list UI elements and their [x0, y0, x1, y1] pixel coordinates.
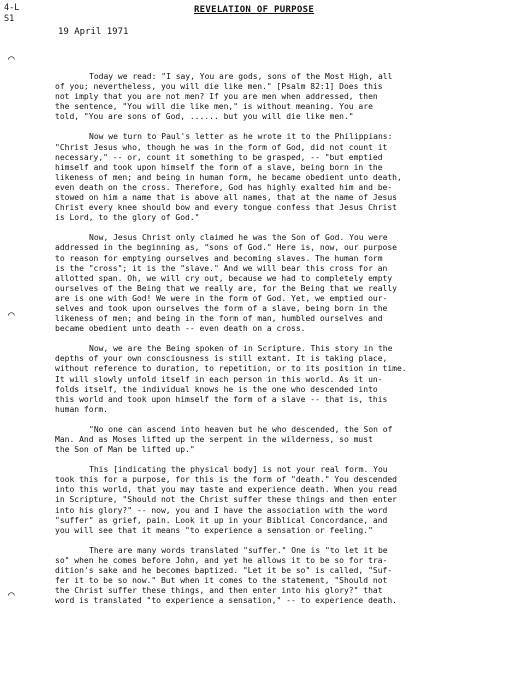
paragraph-line: himself and took upon himself the form of a slave, being born in the	[55, 162, 383, 172]
paragraph-line: Christ every knee should bow and every tongue confess that Jesus Christ	[55, 203, 397, 213]
paragraph-line: to reason for emptying ourselves and becoming slaves. The human form	[55, 253, 383, 263]
paragraph-line: is the "cross"; it is the "slave." And we will bear this cross for an	[55, 263, 388, 273]
paragraph-line: even death on the cross. Therefore, God has highly exalted him and be-	[55, 182, 393, 192]
paragraph	[55, 344, 495, 415]
margin-hole-mark-bottom: ⌒	[8, 588, 15, 601]
paragraph	[55, 546, 495, 607]
paragraph-line: likeness of men; and being in human form, he became obedient unto death,	[55, 172, 402, 182]
paragraph	[55, 233, 495, 334]
paragraph-line: "No one can ascend into heaven but he who descended, the Son of	[89, 424, 393, 434]
paragraph-line: There are many words translated "suffer." One is "to let it be	[89, 545, 388, 555]
margin-hole-mark-top: ⌒	[8, 52, 15, 65]
paragraph-line: told, "You are sons of God, ...... but you will die like men."	[55, 112, 354, 122]
paragraph-line: folds itself, the individual knows he is the one who descended into	[55, 384, 378, 394]
paragraph-line: Man. And as Moses lifted up the serpent in the wilderness, so must	[55, 435, 373, 444]
paragraph-line: is Lord, to the glory of God."	[55, 213, 200, 223]
paragraph-line: the Christ suffer these things, and then enter into his glory?" that	[55, 586, 383, 596]
paragraph-line: into his glory?" -- now, you and I have the association with the word	[55, 505, 388, 515]
paragraph-line: depths of your own consciousness is still extant. It is taking place,	[55, 354, 388, 364]
paragraph-line: Now, we are the Being spoken of in Scripture. This story in the	[89, 344, 393, 354]
paragraph-line: of you; nevertheless, you will die like men." [Psalm 82:1] Does this	[55, 82, 383, 92]
paragraph	[55, 132, 495, 223]
paragraph	[55, 425, 495, 455]
margin-hole-mark-middle: ⌒	[8, 308, 15, 321]
paragraph-line: human form.	[55, 404, 108, 414]
document-body	[55, 72, 495, 616]
paragraph-line: not imply that you are not men? If you are men when addressed, then	[55, 92, 378, 102]
paragraph-line: without reference to duration, to repetition, or to its position in time.	[55, 364, 407, 374]
document-date: 19 April 1971	[58, 27, 129, 37]
paragraph-line: ourselves of the Being that we really are, for the Being that we really	[55, 283, 397, 293]
paragraph-line: likeness of men; and being in the form of man, humbled ourselves and	[55, 314, 383, 324]
paragraph-line: It will slowly unfold itself in each person in this world. As it un-	[55, 374, 383, 384]
paragraph-line: this world and took upon himself the form of a slave -- that is, this	[55, 394, 388, 404]
paragraph-line: in Scripture, "Should not the Christ suffer these things and then enter	[55, 495, 397, 505]
paragraph-line: stowed on him a name that is above all names, that at the name of Jesus	[55, 193, 397, 203]
paragraph-line: you will see that it means "to experience a sensation or feeling."	[55, 525, 373, 535]
paragraph	[55, 465, 495, 536]
margin-code-bottom: S1	[4, 14, 15, 24]
paragraph-line: Now we turn to Paul's letter as he wrote it to the Philippians:	[89, 132, 393, 142]
margin-code-top: 4-L	[4, 3, 20, 13]
paragraph-line: dition's sake and he becomes baptized. "Let it be so" is called, "Suf-	[55, 566, 393, 576]
paragraph-line: into this world, that you may taste and experience death. When you read	[55, 485, 397, 495]
paragraph-line: necessary," -- or, count it something to be grasped, -- "but emptied	[55, 152, 383, 162]
paragraph-line: "Christ Jesus who, though he was in the form of God, did not count it	[55, 142, 388, 152]
paragraph-line: selves and took upon ourselves the form of a slave, being born in the	[55, 303, 388, 313]
paragraph-line: the Son of Man be lifted up."	[55, 445, 195, 455]
paragraph-line: addressed in the beginning as, "sons of God." Here is, now, our purpose	[55, 243, 397, 253]
paragraph-line: the sentence, "You will die like men," is without meaning. You are	[55, 102, 373, 112]
paragraph-line: This [indicating the physical body] is not your real form. You	[89, 465, 388, 475]
paragraph-line: took this for a purpose, for this is the form of "death." You descended	[55, 475, 397, 485]
paragraph-line: fer it to be so now." But when it comes to the statement, "Should not	[55, 576, 388, 586]
document-title: REVELATION OF PURPOSE	[193, 5, 315, 15]
paragraph-line: so" when he comes before John, and yet he allows it to be so for tra-	[55, 555, 388, 565]
paragraph-line: word is translated "to experience a sensation," -- to experience death.	[55, 596, 397, 606]
paragraph-line: "suffer" as grief, pain. Look it up in your Biblical Concordance, and	[55, 515, 388, 525]
paragraph-line: Today we read: "I say, You are gods, sons of the Most High, all	[89, 72, 393, 81]
paragraph-line: Now, Jesus Christ only claimed he was the Son of God. You were	[89, 233, 388, 243]
paragraph-line: became obedient unto death -- even death on a cross.	[55, 324, 306, 334]
paragraph	[55, 72, 495, 122]
paragraph-line: allotted span. Oh, we will cry out, because we had to completely empty	[55, 273, 393, 283]
paragraph-line: are is one with God! We were in the form of God. Yet, we emptied our-	[55, 293, 388, 303]
